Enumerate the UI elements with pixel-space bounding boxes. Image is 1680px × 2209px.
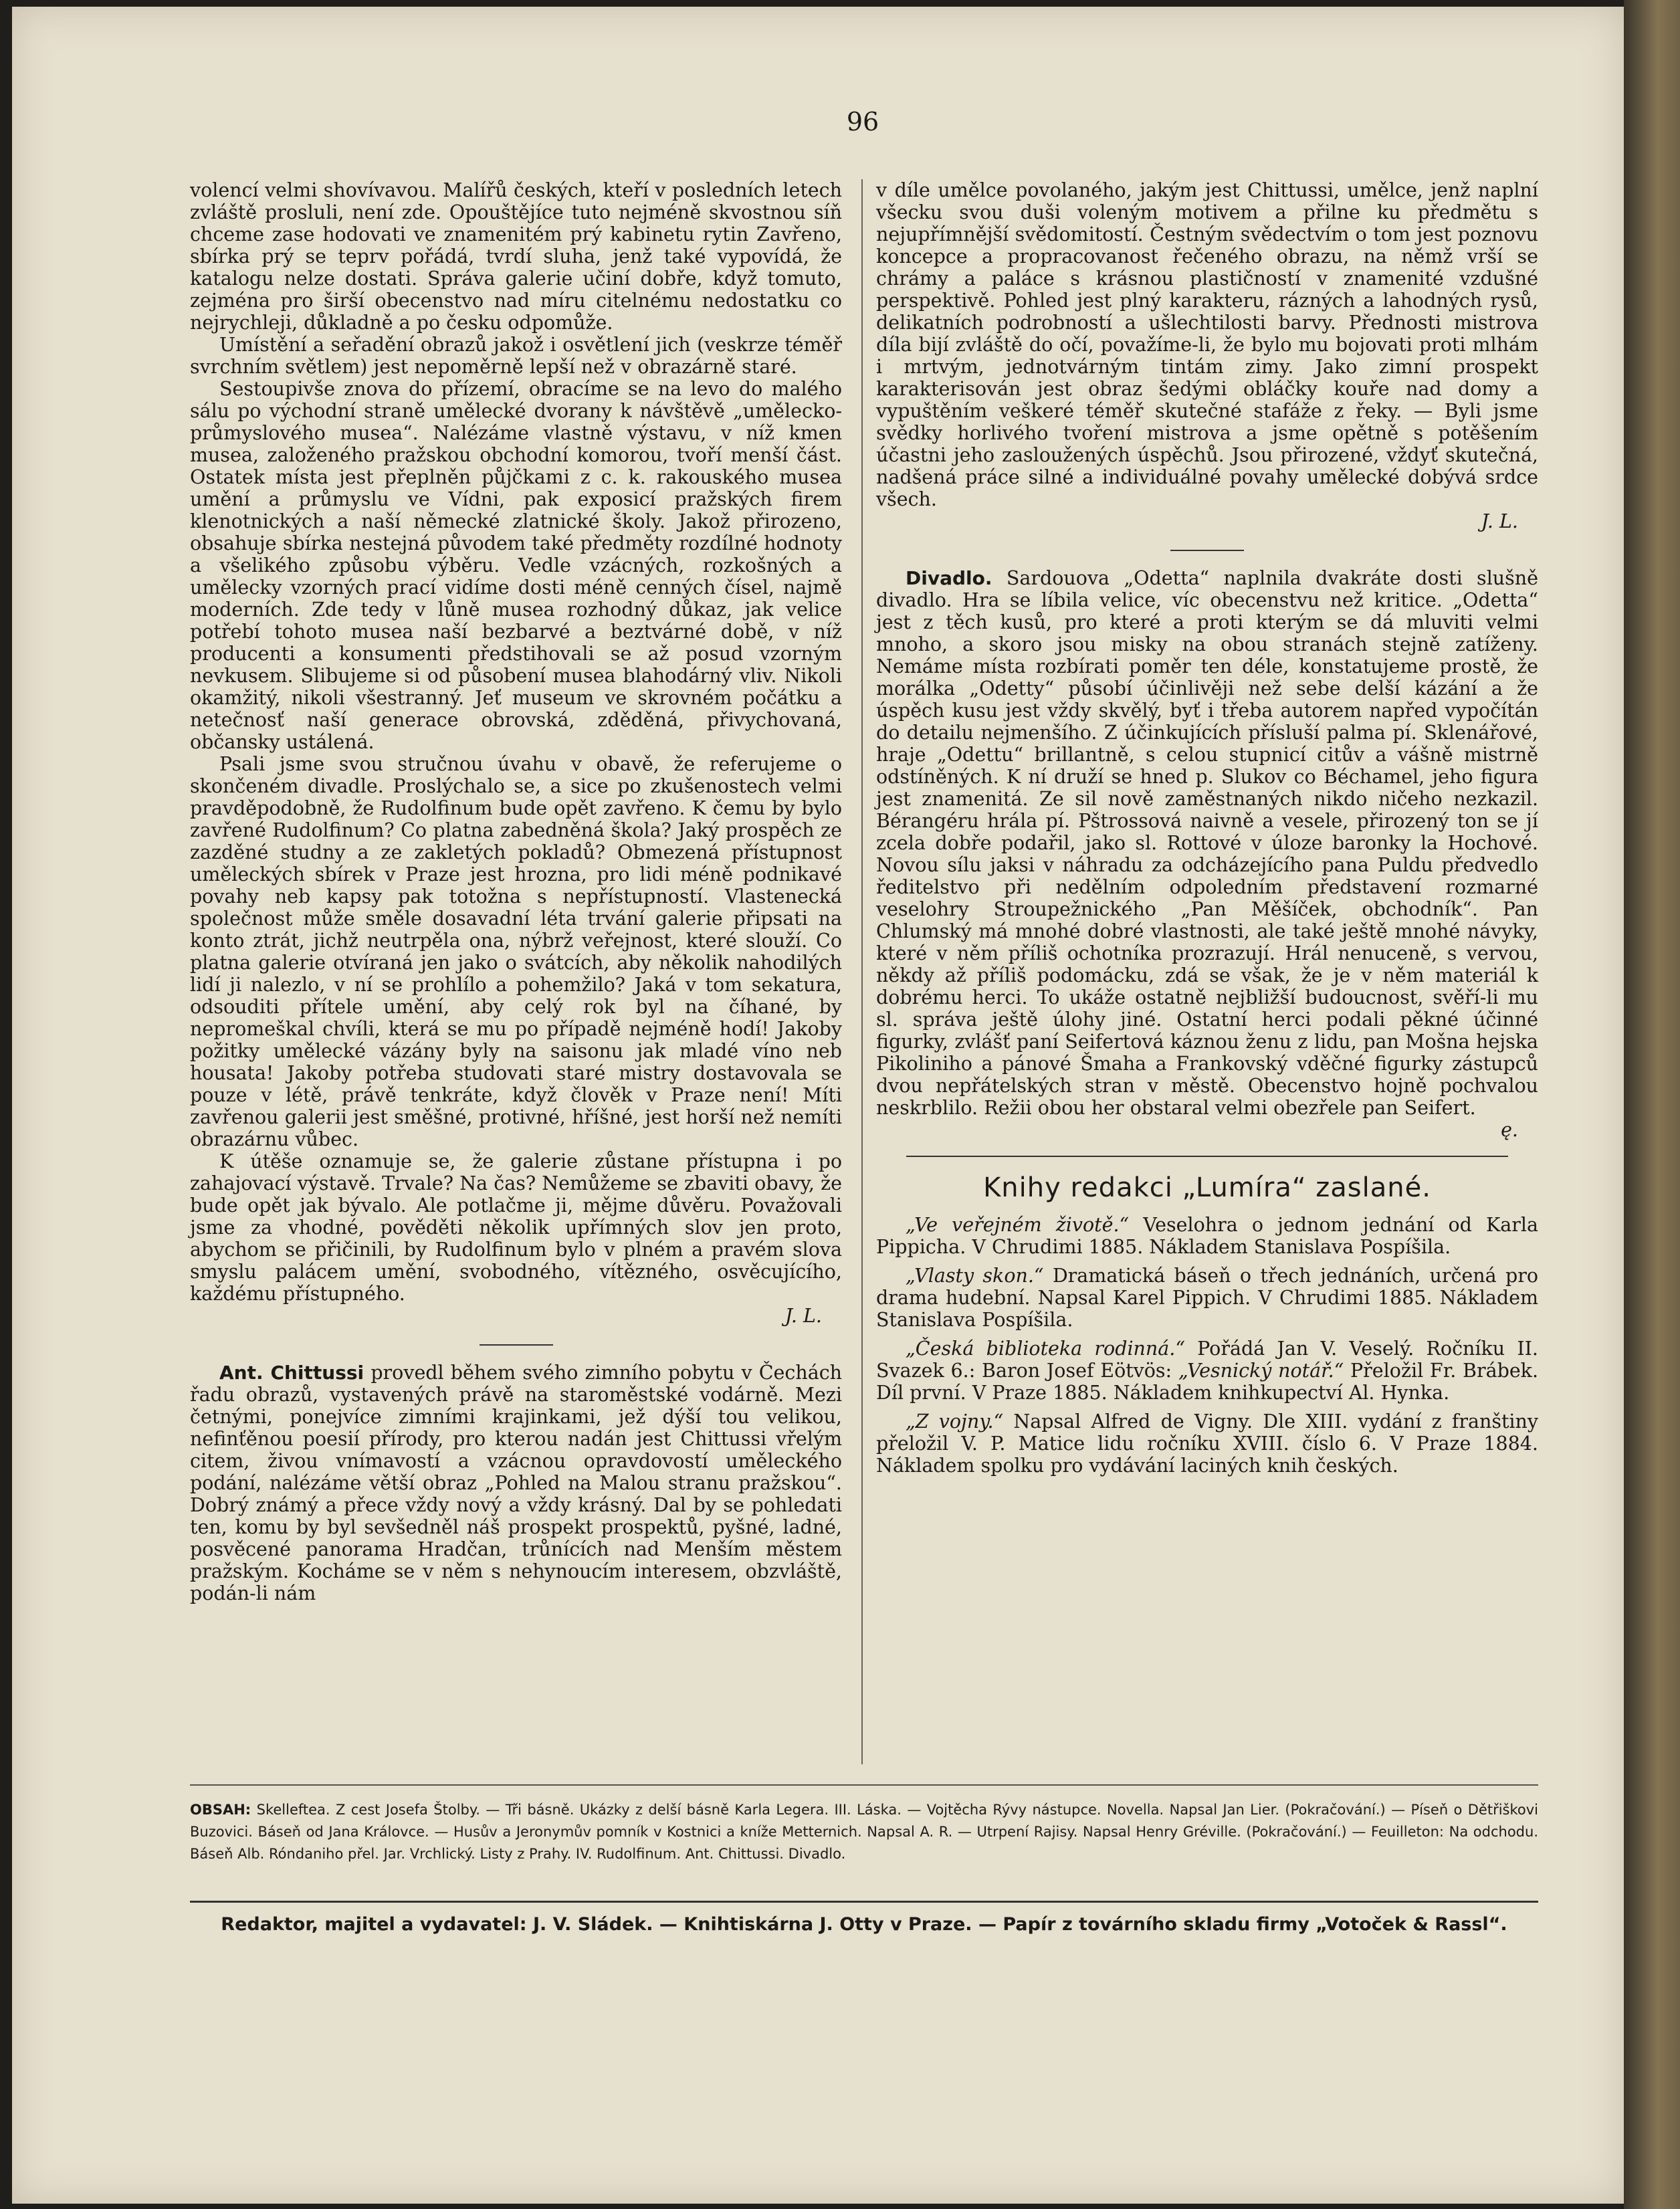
book-spine xyxy=(1624,0,1680,2209)
book-description: Dramatická báseň o třech jednáních, určená pro drama hudební. Napsal Karel Pippich. V Chrudimi 1885. Nákladem Stanislava Pospíšila. xyxy=(876,1265,1539,1331)
left-column xyxy=(190,179,842,1604)
chittussi-paragraph xyxy=(190,1362,842,1604)
page-number: 96 xyxy=(846,107,879,136)
left-paragraph-3: Sestoupivše znova do přízemí, obracíme se na levo do malého sálu po východní straně umělecké dvorany k návštěvě „umělecko-průmyslového musea“. Nalézáme vlastně výstavu, v níž kmen musea, založeného pražskou obchodní komorou, tvoří menší část. Ostatek místa jest přeplněn půjčkami z c. k. rakouského musea umění a průmyslu ve Vídni, pak exposicí pražských firem klenotnických a naší německé zlatnické školy. Jakož přirozeno, obsahuje sbírka nestejná původem také předměty rozdílné hodnoty a všelikého způsobu výběru. Vedle vzácných, rozkošných a umělecky vzorných prací vidíme dosti méně cenných čísel, najmě moderních. Zde tedy v lůně musea rozhodný důkaz, jak velice potřebí tohoto musea naší bezbarvé a beztvárné době, v níž producenti a konsumenti předstihovali se až posud vzorným nevkusem. Slibujeme si od působení musea blahodárný vliv. Nikoli okamžitý, nikoli všestranný. Jeť museum ve skrovném počátku a netečnosť naší generace obrovská, zděděná, přivychovaná, občansky ustálená. xyxy=(190,378,842,753)
book-description: Přeložil Fr. Brábek. Díl první. V Praze 1885. Nákladem knihkupectví Al. Hynka. xyxy=(876,1360,1539,1404)
book-title: „Česká biblioteka rodinná.“ xyxy=(906,1338,1185,1360)
right-paragraph-1: v díle umělce povolaného, jakým jest Chittussi, umělce, jenž naplní všecku svou duši voleným motivem a přilne ku předmětu s nejupřímnější svědomitostí. Čestným svědectvím o tom jest poznovu koncepce a propracovanost řečeného obrazu, na němž vrší se chrámy a paláce s krásnou plastičností v znamenité vzdušné perspektivě. Pohled jest plný karakteru, rázných a lahodných rysů, delikatních podrobností a ušlechtilosti barvy. Přednosti mistrova díla bijí zvláště do očí, považíme-li, že bylo mu bojovati proti mlhám i mrtvým, jednotvárným tintám zimy. Jako zimní prospekt karakterisován jest obraz šedými obláčky kouře nad domy a vypuštěním veškeré téměř skutečné stafáže z řeky. — Byli jsme svědky horlivého tvoření mistrova a jsme opětně s potěšením účastni jeho zasloužených úspěchů. Jsou přirozené, vždyť skutečná, nadšená práce silné a individuálné povahy umělecké dobývá srdce všech. xyxy=(876,179,1538,510)
book-description: Pořádá Jan V. Veselý. Ročníku II. Svazek 6.: Baron Josef Eötvös: xyxy=(876,1338,1538,1382)
left-paragraph-1: volencí velmi shovívavou. Malířů českých, kteří v posledních letech zvláště prosluli, není zde. Opouštějíce tuto nejméně skvostnou síň chceme zase hodovati ve znamenitém prý kabinetu rytin Zavřeno, sbírka prý se teprv pořádá, tvrdí sluha, jenž také vypovídá, že katalogu nelze dostati. Správa galerie učiní dobře, když tomuto, zejména pro širší obecenstvo nad míru citelnému nedostatku co nejrychleji, důkladně a po česku odpomůže. xyxy=(190,179,842,334)
book-title: „Vlasty skon.“ xyxy=(906,1265,1044,1287)
contents-text: Skelleftea. Z cest Josefa Štolby. — Tři básně. Ukázky z delší básně Karla Legera. III. Láska. — Vojtěcha Rývy nástupce. Novella. Napsal Jan Lier. (Pokračování.) — Píseň o Dětřiškovi Buzovici. Báseň od Jana Královce. — Husův a Jeronymův pomník v Kostnici a kníže Metternich. Napsal A. R. — Utrpení Rajisy. Napsal Henry Gréville. (Pokračování.) — Feuilleton: Na odchodu. Báseň Alb. Róndaniho přel. Jar. Vrchlický. Listy z Prahy. IV. Rudolfinum. Ant. Chittussi. Divadlo. xyxy=(190,1802,1538,1862)
book-description: Napsal Alfred de Vigny. Dle XIII. vydání z franštiny přeložil V. P. Matice lidu ročníku XVIII. číslo 6. V Praze 1884. Nákladem spolku pro vydávání laciných knih českých. xyxy=(876,1410,1539,1477)
right-column xyxy=(876,179,1538,1483)
chittussi-heading: Ant. Chittussi xyxy=(219,1362,364,1384)
book-entry xyxy=(876,1214,1538,1258)
divadlo-paragraph xyxy=(876,567,1538,1119)
section-rule xyxy=(1170,550,1244,551)
divadlo-text: Sardouova „Odetta“ naplnila dvakráte dosti slušně divadlo. Hra se líbila velice, víc obecenstvu než kritice. „Odetta“ jest z těch kusů, pro které a proti kterým se dá mluviti velmi mnoho, a skoro jsou misky na obou stranách stejně zatíženy. Nemáme místa rozbírati poměr ten déle, konstatujeme prostě, že morálka „Odetty“ působí účinlivěji než sebe delší kázání a že úspěch kusu jest vždy skvělý, byť i třeba autorem napřed vypočítán do detailu nejmenšího. Z účinkujících přísluší palma pí. Sklenářové, hraje „Odettu“ brillantně, s celou stupnicí citův a vášně mistrně odstíněných. K ní druží se hned p. Slukov co Béchamel, jeho figura jest znamenitá. Ze sil nově zaměstnaných nikdo ničeho nezkazil. Bérangéru hrála pí. Pštrossová naivně a vesele, přirozený ton se jí zcela dobře podařil, jako sl. Rottové v úloze baronky la Hochové. Novou sílu jaksi v náhradu za odcházejícího pana Puldu předvedlo ředitelstvo při nedělním odpoledním představení rozmarné veselohry Stroupežnického „Pan Měšíček, obchodník“. Pan Chlumský má mnohé dobré vlastnosti, ale také ještě mnohé návyky, které v něm příliš ochotníka prozrazují. Hrál nenuceně, s vervou, někdy až příliš podomácku, zdá se však, že je v něm materiál k dobrému herci. To ukáže ostatně nejbližší budoucnost, svěří-li mu sl. správa ještě úlohy jiné. Ostatní herci podali pěkné účinné figurky, zvlášť paní Seifertová káznou ženu z lidu, pan Mošna hejska Pikoliniho a pánové Šmaha a Frankovský vděčné figurky zástupců dvou nepřátelských stran v městě. Obecenstvo hojně pochvalou neskrblilo. Režii obou her obstaral velmi obezřele pan Seifert. xyxy=(876,567,1539,1119)
left-paragraph-2: Umístění a seřadění obrazů jakož i osvětlení jich (veskrze téměř svrchním světlem) jest nepoměrně lepší než v obrazárně staré. xyxy=(190,334,842,378)
signature-chittussi: J. L. xyxy=(1481,510,1518,532)
contents-rule xyxy=(190,1784,1538,1786)
contents-label: OBSAH: xyxy=(190,1802,251,1818)
column-divider xyxy=(861,179,863,1764)
chittussi-text: provedl během svého zimního pobytu v Čechách řadu obrazů, vystavených právě na staroměstské vodárně. Mezi četnými, ponejvíce zimními krajinkami, jež dýší tou velikou, nefinťěnou poesií přírody, pro kterou nadán jest Chittussi vřelým citem, živou vnímavostí a vzácnou opravdovostí uměleckého podání, nalézáme větší obraz „Pohled na Malou stranu pražskou“. Dobrý známý a přece vždy nový a vždy krásný. Dal by se pohledati ten, komu by byl sevšedněl náš prospekt prospektů, pyšné, ladné, posvěcené panorama Hradčan, trůnících nad Menším městem pražským. Kocháme se v něm s nehynoucím interesem, obzvláště, podán-li nám xyxy=(190,1362,843,1604)
books-section-title: Knihy redakci „Lumíra“ zaslané. xyxy=(983,1172,1431,1203)
book-entry xyxy=(876,1265,1538,1331)
books-list xyxy=(876,1214,1538,1477)
book-title: „Z vojny.“ xyxy=(906,1410,1004,1433)
section-rule xyxy=(480,1344,553,1346)
book-entry xyxy=(876,1410,1538,1477)
left-paragraph-4: Psali jsme svou stručnou úvahu v obavě, že referujeme o skončeném divadle. Proslýchalo se, a sice po zkušenostech velmi pravděpodobně, že Rudolfinum bude opět zavřeno. K čemu by bylo zavřené Rudolfinum? Co platna zabedněná škola? Jaký prospěch ze zazděné studny a ze zakletých pokladů? Obmezená přístupnost uměleckých sbírek v Praze jest hrozna, pro lidi méně podnikavé povahy neb kapsy pak totožna s nepřístupností. Vlastenecká společnost může směle dosavadní léta trvání galerie připsati na konto ztrát, jichž neutrpěla ona, nýbrž veřejnost, které slouží. Co platna galerie otvíraná jen jako o svátcích, aby několik nahodilých lidí ji nalezlo, v ní se prohlílo a pohemžilo? Jaká v tom sekatura, odsouditi přítele umění, aby celý rok byl na číhané, by nepromeškal chvíli, která se mu po případě nejméně hodí! Jakoby požitky umělecké vázány byly na saisonu jak mladé víno neb housata! Jakoby potřeba studovati staré mistry dostavovala se pouze v létě, právě tenkráte, když člověk v Praze není! Míti zavřenou galerii jest směšné, protivné, hříšné, jest horší než nemíti obrazárnu vůbec. xyxy=(190,753,842,1150)
book-title: „Ve veřejném životě.“ xyxy=(906,1214,1130,1236)
book-description: Veselohra o jednom jednání od Karla Pippicha. V Chrudimi 1885. Nákladem Stanislava Pospíšila. xyxy=(876,1214,1539,1258)
contents-block xyxy=(190,1799,1538,1865)
book-subtitle: „Vesnický notář.“ xyxy=(1178,1360,1344,1382)
signature-divadlo: ę. xyxy=(1501,1119,1518,1141)
divadlo-heading: Divadlo. xyxy=(906,567,992,589)
left-paragraph-5: K útěše oznamuje se, že galerie zůstane přístupna i po zahajovací výstavě. Trvale? Na čas? Nemůžeme se zbaviti obavy, že bude opět jak bývalo. Ale potlačme ji, mějme důvěru. Považovali jsme za vhodné, pověděti několik upřímných slov jen proto, abychom se přičinili, by Rudolfinum bylo v plném a pravém slova smyslu palácem umění, svobodného, vítězného, osvěcujícího, každému přístupného. xyxy=(190,1150,842,1305)
footer-rule xyxy=(190,1901,1538,1903)
books-rule xyxy=(906,1156,1508,1157)
signature-rudolfinum: J. L. xyxy=(784,1305,822,1327)
imprint-footer: Redaktor, majitel a vydavatel: J. V. Sládek. — Knihtiskárna J. Otty v Praze. — Papír z továrního skladu firmy „Votoček & Rassl“. xyxy=(221,1914,1507,1935)
book-entry xyxy=(876,1338,1538,1404)
